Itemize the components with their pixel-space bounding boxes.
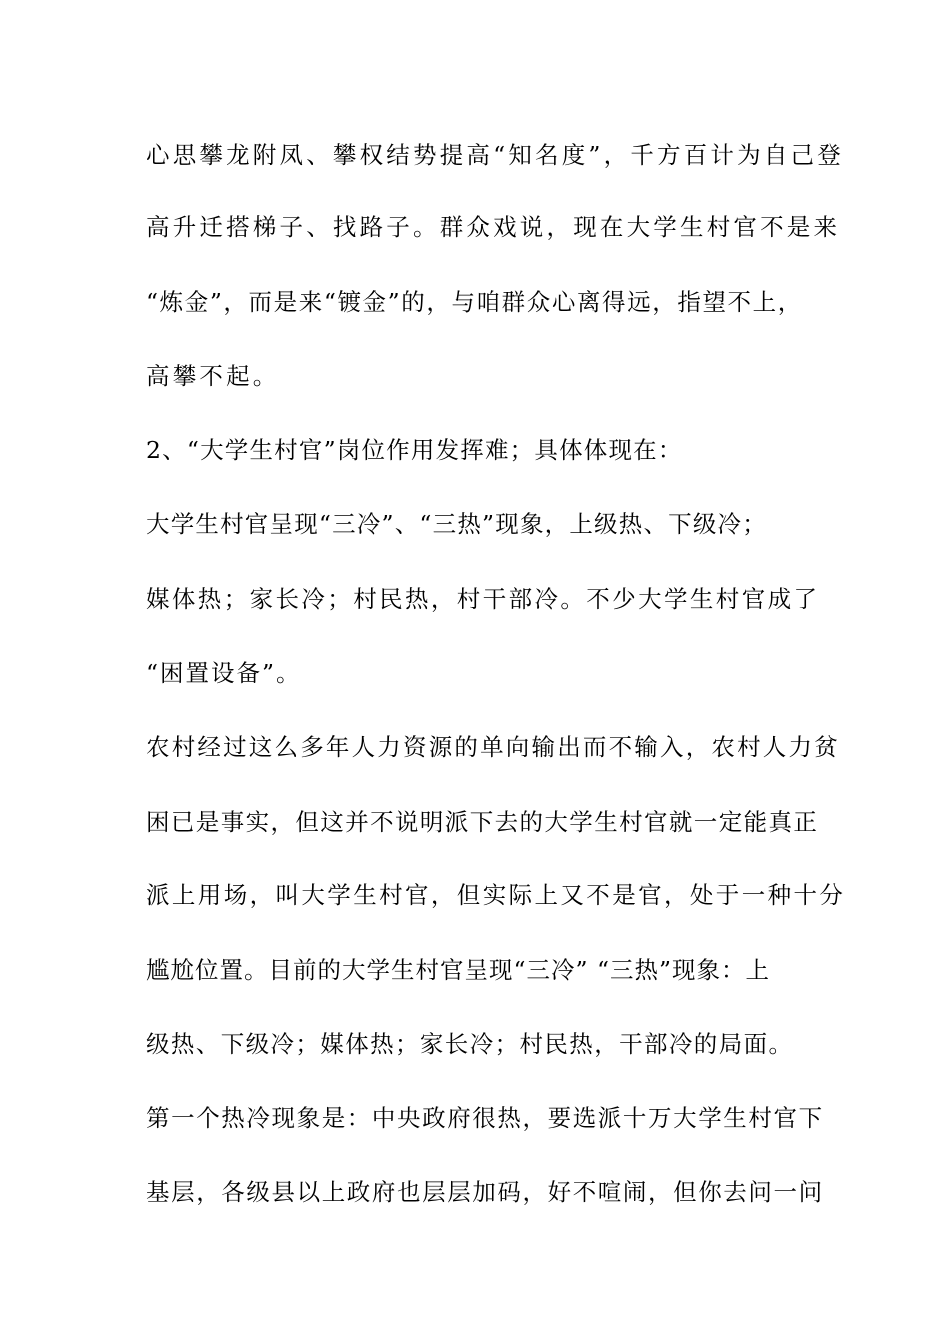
text-line: 尴尬位置。目前的大学生村官呈现“三冷” “三热”现象：上 [146, 956, 771, 984]
text-line: 基层，各级县以上政府也层层加码，好不喧闹，但你去问一问 [146, 1178, 824, 1206]
text-line: 困已是事实，但这并不说明派下去的大学生村官就一定能真正 [146, 808, 819, 836]
text-line: 大学生村官呈现“三冷”、“三热”现象，上级热、下级冷； [146, 510, 767, 538]
text-line: 高攀不起。 [146, 362, 280, 390]
text-line: 农村经过这么多年人力资源的单向输出而不输入，农村人力贫 [146, 733, 840, 761]
text-line: 第一个热冷现象是：中央政府很热，要选派十万大学生村官下 [146, 1104, 824, 1132]
text-line: “炼金”，而是来“镀金”的，与咱群众心离得远，指望不上， [146, 288, 803, 316]
text-line: 级热、下级冷；媒体热；家长冷；村民热，干部冷的局面。 [146, 1030, 794, 1058]
text-line: 心思攀龙附凤、攀权结势提高“知名度”，千方百计为自己登 [146, 141, 844, 169]
text-line: 媒体热；家长冷；村民热，村干部冷。不少大学生村官成了 [146, 585, 820, 613]
text-line: “困置设备”。 [146, 659, 302, 687]
section-heading: 2、“大学生村官”岗位作用发挥难；具体体现在： [146, 436, 683, 464]
text-line: 高升迁搭梯子、找路子。群众戏说，现在大学生村官不是来 [146, 213, 841, 241]
text-line: 派上用场，叫大学生村官，但实际上又不是官，处于一种十分 [146, 881, 846, 909]
